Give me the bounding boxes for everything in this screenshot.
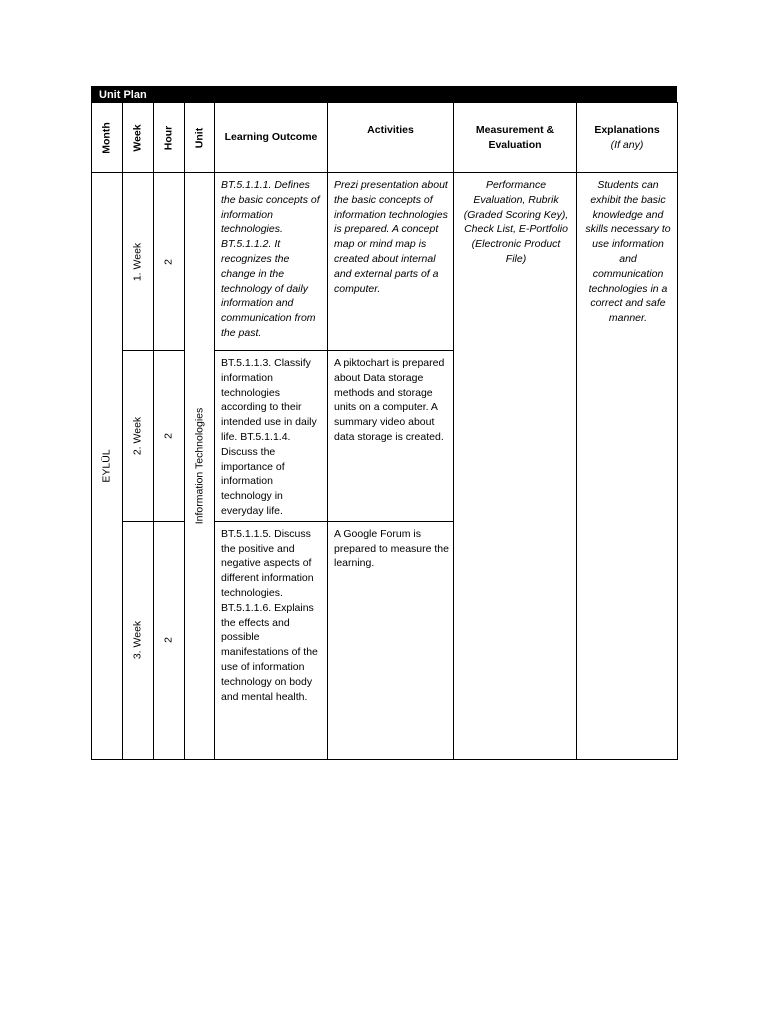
header-learning-outcome: Learning Outcome: [215, 103, 328, 173]
header-hour: Hour: [154, 103, 185, 173]
measurement-cell: Performance Evaluation, Rubrik (Graded Scoring Key), Check List, E-Portfolio (Electronic Product File): [454, 173, 577, 760]
unit-plan-table: [91, 102, 678, 760]
explanations-cell: Students can exhibit the basic knowledge and skills necessary to use information and communication technologies in a correct and safe manner.: [577, 173, 678, 760]
outcome-cell: BT.5.1.1.5. Discuss the positive and negative aspects of different information technologies. BT.5.1.1.6. Explains the effects and possible manifestations of the use of information technology on body and mental health.: [215, 521, 328, 759]
explanations-subtitle: (If any): [610, 138, 644, 151]
header-measurement: Measurement & Evaluation: [454, 103, 577, 173]
activity-cell: A piktochart is prepared about Data storage methods and storage units on a computer. A summary video about data storage is created.: [328, 351, 454, 522]
week-cell: 3. Week: [123, 521, 154, 759]
header-row: [92, 103, 678, 173]
header-explanations: [577, 103, 678, 173]
hour-cell: 2: [154, 351, 185, 522]
activity-cell: Prezi presentation about the basic concepts of information technologies is prepared. A concept map or mind map is created about internal and external parts of a computer.: [328, 173, 454, 351]
header-unit: Unit: [185, 103, 215, 173]
outcome-cell: BT.5.1.1.1. Defines the basic concepts of information technologies. BT.5.1.1.2. It recognizes the change in the technology of daily information and communication from the past.: [215, 173, 328, 351]
table-row: [92, 173, 678, 351]
week-cell: 1. Week: [123, 173, 154, 351]
header-month: Month: [92, 103, 123, 173]
unit-plan-title: Unit Plan: [91, 86, 677, 102]
unit-plan-sheet: [91, 86, 677, 760]
header-week: Week: [123, 103, 154, 173]
hour-cell: 2: [154, 521, 185, 759]
activity-cell: A Google Forum is prepared to measure the learning.: [328, 521, 454, 759]
week-cell: 2. Week: [123, 351, 154, 522]
unit-cell: Information Technologies: [185, 173, 215, 760]
hour-cell: 2: [154, 173, 185, 351]
explanations-title: Explanations: [594, 124, 660, 136]
header-activities: Activities: [328, 103, 454, 173]
month-cell: EYLÜL: [92, 173, 123, 760]
outcome-cell: BT.5.1.1.3. Classify information technologies according to their intended use in daily life. BT.5.1.1.4. Discuss the importance of information technology in everyday life.: [215, 351, 328, 522]
